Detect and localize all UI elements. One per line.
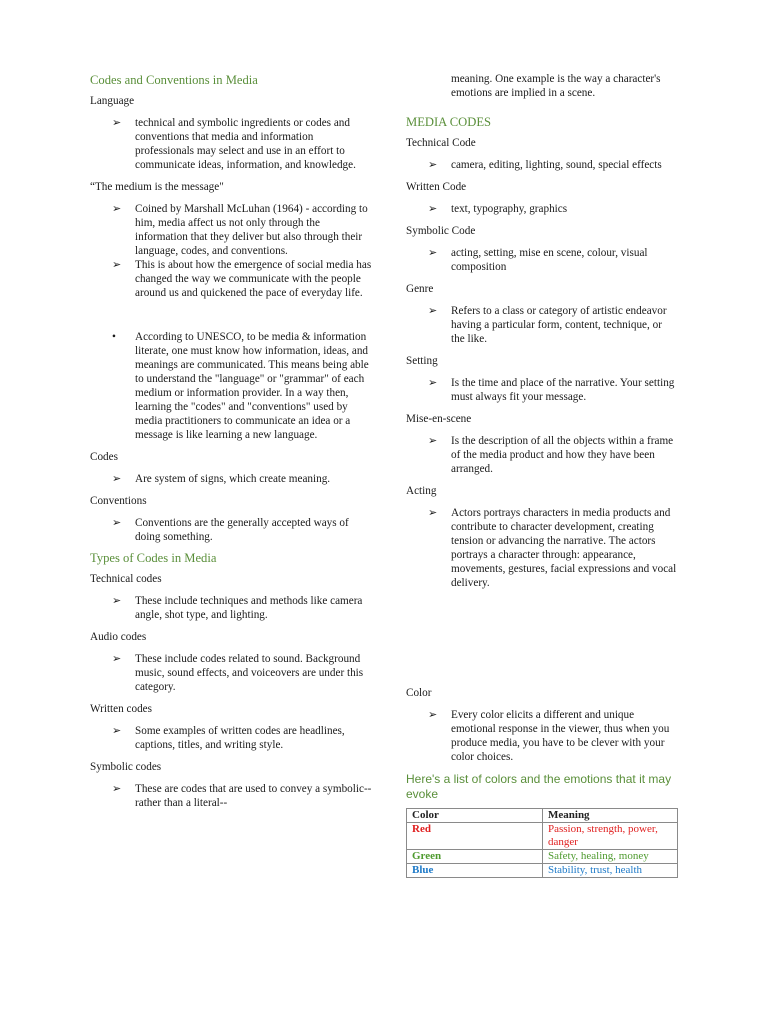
bullet-text: According to UNESCO, to be media & information literate, one must know how information, ideas, and meanings are communicated. This means being able to understand the "language" or "grammar" of each medium or information provider. In a way then, learning the "codes" and "conventions" used by media practitioners to communicate an idea or a message is like learning a new language. [135,331,369,441]
bullet-text: These are codes that are used to convey a symbolic--rather than a literal-- [135,783,372,809]
bullet-technical-code [406,158,678,172]
arrow-bullet-icon: ➢ [112,473,122,485]
bullet-unesco [90,330,372,442]
arrow-bullet-icon: ➢ [428,377,438,389]
right-content [406,72,678,878]
label-codes: Codes [90,451,118,463]
bullet-setting [406,376,678,404]
arrow-bullet-icon: ➢ [112,203,122,215]
bullet-text: acting, setting, mise en scene, colour, visual composition [451,247,648,273]
section-title-codes-conventions: Codes and Conventions in Media [90,73,258,87]
bullet-language [90,116,372,172]
bullet-codes [90,472,372,486]
arrow-bullet-icon: ➢ [112,595,122,607]
table-cell-color-green: Green [407,850,543,864]
bullet-text: text, typography, graphics [451,203,568,215]
table-cell-color-red: Red [407,823,543,850]
label-color: Color [406,687,432,699]
bullet-genre [406,304,678,346]
bullet-technical-codes [90,594,372,622]
arrow-bullet-icon: ➢ [428,247,438,259]
bullet-text: This is about how the emergence of social media has changed the way we communicate with the people around us and quickened the pace of everyday life. [135,259,372,299]
section-title-color-list: Here's a list of colors and the emotions that it may evoke [406,772,672,801]
bullet-text: These include techniques and methods like camera angle, shot type, and lighting. [135,595,363,621]
color-meaning-table [406,808,678,878]
bullet-text: Refers to a class or category of artistic endeavor having a particular form, content, technique, or the like. [451,305,667,345]
section-title-media-codes: MEDIA CODES [406,115,492,129]
arrow-bullet-icon: ➢ [112,259,122,271]
arrow-bullet-icon: ➢ [428,203,438,215]
bullet-text: Is the time and place of the narrative. Your setting must always fit your message. [451,377,675,403]
bullet-text: Some examples of written codes are headlines, captions, titles, and writing style. [135,725,345,751]
table-cell-meaning-green: Safety, healing, money [543,850,678,864]
bullet-conventions [90,516,372,544]
label-symbolic-codes: Symbolic codes [90,761,162,773]
label-symbolic-code: Symbolic Code [406,225,476,237]
bullet-symbolic-code [406,246,678,274]
arrow-bullet-icon: ➢ [112,517,122,529]
table-row [407,850,678,864]
table-header-row [407,809,678,823]
bullet-text: These include codes related to sound. Background music, sound effects, and voiceovers are under this category. [135,653,364,693]
label-technical-code: Technical Code [406,137,476,149]
arrow-bullet-icon: ➢ [112,653,122,665]
bullet-written-codes [90,724,372,752]
bullet-mise-en-scene [406,434,678,476]
left-content [90,72,372,810]
bullet-text: technical and symbolic ingredients or codes and conventions that media and information professionals may select and use in an effort to communicate ideas, information, and knowledge. [135,117,356,171]
label-written-code: Written Code [406,181,467,193]
arrow-bullet-icon: ➢ [112,725,122,737]
arrow-bullet-icon: ➢ [428,709,438,721]
continued-text [406,72,678,100]
label-language: Language [90,95,135,107]
label-mise-en-scene: Mise-en-scene [406,413,472,425]
label-audio-codes: Audio codes [90,631,147,643]
bullet-acting [406,506,678,590]
table-header-color: Color [407,809,543,823]
label-setting: Setting [406,355,438,367]
bullet-text: Every color elicits a different and unique emotional response in the viewer, thus when you produce media, you have to be clever with your color choices. [451,709,670,763]
arrow-bullet-icon: ➢ [428,435,438,447]
bullet-symbolic-codes [90,782,372,810]
table-cell-color-blue: Blue [407,864,543,878]
dot-bullet-icon: • [112,331,116,343]
table-header-meaning: Meaning [543,809,678,823]
bullet-text: camera, editing, lighting, sound, special effects [451,159,662,171]
label-technical-codes: Technical codes [90,573,162,585]
section-title-types-of-codes: Types of Codes in Media [90,551,217,565]
bullet-text: Is the description of all the objects within a frame of the media product and how they have been arranged. [451,435,674,475]
label-medium-message: “The medium is the message" [90,181,224,193]
bullet-social-media [90,258,372,300]
arrow-bullet-icon: ➢ [428,159,438,171]
label-acting: Acting [406,485,437,497]
arrow-bullet-icon: ➢ [112,783,122,795]
bullet-written-code [406,202,678,216]
bullet-text: Are system of signs, which create meaning. [135,473,331,485]
label-genre: Genre [406,283,434,295]
arrow-bullet-icon: ➢ [428,507,438,519]
bullet-text: Conventions are the generally accepted ways of doing something. [135,517,349,543]
bullet-color [406,708,678,764]
bullet-text: Actors portrays characters in media products and contribute to character development, creating tension or advancing the narrative. The actors portrays a character through: appearance, movements, gestures, facial expressions and vocal delivery. [451,507,677,589]
table-row [407,823,678,850]
bullet-mcluhan [90,202,372,258]
table-row [407,864,678,878]
label-written-codes: Written codes [90,703,152,715]
label-conventions: Conventions [90,495,147,507]
bullet-audio-codes [90,652,372,694]
arrow-bullet-icon: ➢ [112,117,122,129]
arrow-bullet-icon: ➢ [428,305,438,317]
table-cell-meaning-red: Passion, strength, power, danger [543,823,678,850]
bullet-text: Coined by Marshall McLuhan (1964) - according to him, media affect us not only through the information that they deliver but also through their language, codes, and conventions. [135,203,368,257]
bullet-text: meaning. One example is the way a character's emotions are implied in a scene. [451,73,661,99]
table-cell-meaning-blue: Stability, trust, health [543,864,678,878]
